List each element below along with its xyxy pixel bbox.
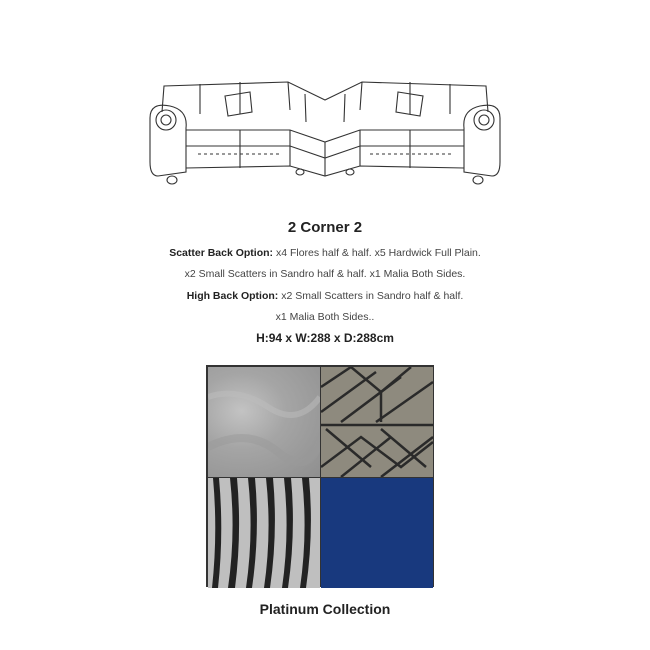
corner-sofa-illustration xyxy=(140,72,510,190)
description-label: High Back Option: xyxy=(186,290,279,302)
swatch-royal-blue-plain xyxy=(321,478,433,588)
description-text: x2 Small Scatters in Sandro half & half. xyxy=(278,290,464,302)
description-text: x2 Small Scatters in Sandro half & half. x1 Malia Both Sides. xyxy=(184,268,466,280)
description-line-2 xyxy=(0,268,650,280)
collection-name: Platinum Collection xyxy=(259,601,391,617)
description-line-4 xyxy=(0,311,650,323)
product-dimensions: H:94 x W:288 x D:288cm xyxy=(256,331,394,345)
description-line-1 xyxy=(0,247,650,259)
description-text: x4 Flores half & half. x5 Hardwick Full Plain. xyxy=(273,247,481,259)
fabric-swatch-grid xyxy=(206,365,434,587)
product-title: 2 Corner 2 xyxy=(287,219,363,236)
swatch-grey-velvet xyxy=(208,367,320,477)
swatch-speckled-chenille xyxy=(208,478,320,588)
description-text: x1 Malia Both Sides.. xyxy=(275,311,375,323)
description-line-3 xyxy=(0,290,650,302)
description-label: Scatter Back Option: xyxy=(169,247,274,259)
swatch-geometric-pattern xyxy=(321,367,433,477)
